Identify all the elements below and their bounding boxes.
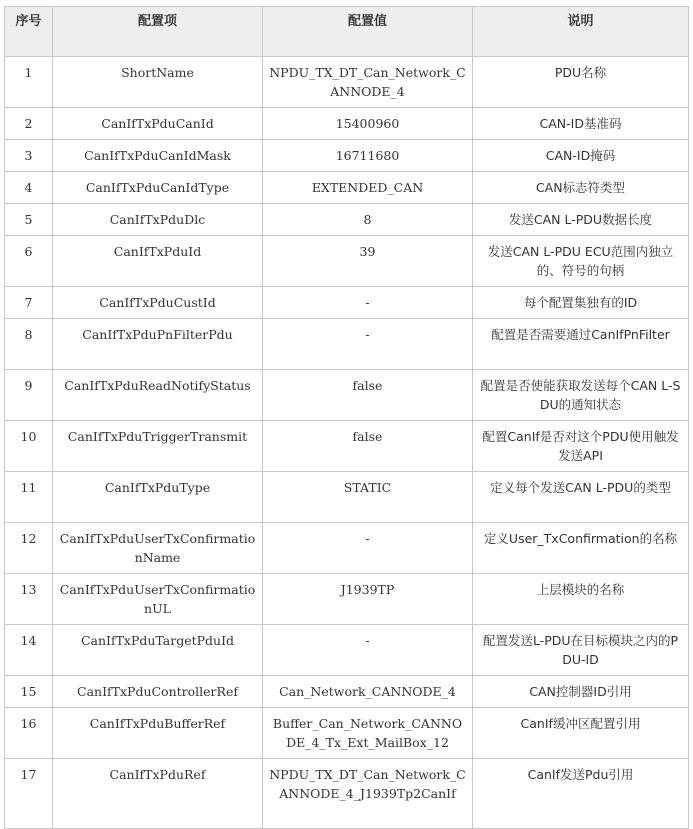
row-no: 14 bbox=[5, 625, 53, 676]
row-desc: 配置CanIf是否对这个PDU使用触发发送API bbox=[473, 421, 689, 472]
table-row bbox=[5, 287, 689, 319]
row-item: ShortName bbox=[53, 57, 263, 108]
table-row bbox=[5, 625, 689, 676]
row-no: 6 bbox=[5, 236, 53, 287]
row-desc: CanIf缓冲区配置引用 bbox=[473, 708, 689, 759]
header-value: 配置值 bbox=[263, 7, 473, 57]
table-row bbox=[5, 57, 689, 108]
row-item: CanIfTxPduCanIdMask bbox=[53, 140, 263, 172]
row-item: CanIfTxPduTriggerTransmit bbox=[53, 421, 263, 472]
row-item: CanIfTxPduCanId bbox=[53, 108, 263, 140]
row-desc: 配置是否需要通过CanIfPnFilter bbox=[473, 319, 689, 370]
row-no: 2 bbox=[5, 108, 53, 140]
row-no: 15 bbox=[5, 676, 53, 708]
row-item: CanIfTxPduControllerRef bbox=[53, 676, 263, 708]
row-item: CanIfTxPduDlc bbox=[53, 204, 263, 236]
row-desc: 上层模块的名称 bbox=[473, 574, 689, 625]
table-row bbox=[5, 759, 689, 829]
row-item: CanIfTxPduType bbox=[53, 472, 263, 523]
row-desc: PDU名称 bbox=[473, 57, 689, 108]
row-value: 8 bbox=[263, 204, 473, 236]
header-desc: 说明 bbox=[473, 7, 689, 57]
row-value: false bbox=[263, 421, 473, 472]
table-row bbox=[5, 708, 689, 759]
row-desc: 配置是否使能获取发送每个CAN L-SDU的通知状态 bbox=[473, 370, 689, 421]
row-item: CanIfTxPduReadNotifyStatus bbox=[53, 370, 263, 421]
row-desc: CAN控制器ID引用 bbox=[473, 676, 689, 708]
table-row bbox=[5, 370, 689, 421]
table-row bbox=[5, 574, 689, 625]
row-item: CanIfTxPduCanIdType bbox=[53, 172, 263, 204]
row-item: CanIfTxPduTargetPduId bbox=[53, 625, 263, 676]
table-header-row bbox=[5, 7, 689, 57]
row-no: 8 bbox=[5, 319, 53, 370]
row-item: CanIfTxPduRef bbox=[53, 759, 263, 829]
row-desc: 定义User_TxConfirmation的名称 bbox=[473, 523, 689, 574]
row-no: 5 bbox=[5, 204, 53, 236]
row-item: CanIfTxPduUserTxConfirmationName bbox=[53, 523, 263, 574]
row-desc: CAN-ID掩码 bbox=[473, 140, 689, 172]
row-desc: CAN标志符类型 bbox=[473, 172, 689, 204]
table-row bbox=[5, 172, 689, 204]
row-no: 16 bbox=[5, 708, 53, 759]
row-value: Can_Network_CANNODE_4 bbox=[263, 676, 473, 708]
row-no: 17 bbox=[5, 759, 53, 829]
row-value: NPDU_TX_DT_Can_Network_CANNODE_4_J1939Tp2CanIf bbox=[263, 759, 473, 829]
header-item: 配置项 bbox=[53, 7, 263, 57]
row-desc: 配置发送L-PDU在目标模块之内的PDU-ID bbox=[473, 625, 689, 676]
row-desc: 每个配置集独有的ID bbox=[473, 287, 689, 319]
row-no: 1 bbox=[5, 57, 53, 108]
row-value: STATIC bbox=[263, 472, 473, 523]
row-value: - bbox=[263, 319, 473, 370]
row-value: J1939TP bbox=[263, 574, 473, 625]
row-desc: 发送CAN L-PDU数据长度 bbox=[473, 204, 689, 236]
table-row bbox=[5, 140, 689, 172]
row-value: - bbox=[263, 625, 473, 676]
row-desc: 发送CAN L-PDU ECU范围内独立的、符号的句柄 bbox=[473, 236, 689, 287]
row-no: 3 bbox=[5, 140, 53, 172]
table-row bbox=[5, 523, 689, 574]
table-row bbox=[5, 236, 689, 287]
row-item: CanIfTxPduId bbox=[53, 236, 263, 287]
table-row bbox=[5, 319, 689, 370]
row-value: - bbox=[263, 287, 473, 319]
row-value: - bbox=[263, 523, 473, 574]
row-no: 13 bbox=[5, 574, 53, 625]
table-row bbox=[5, 472, 689, 523]
table-row bbox=[5, 676, 689, 708]
row-value: 16711680 bbox=[263, 140, 473, 172]
row-no: 11 bbox=[5, 472, 53, 523]
table-row bbox=[5, 204, 689, 236]
row-desc: CanIf发送Pdu引用 bbox=[473, 759, 689, 829]
config-table bbox=[4, 6, 689, 829]
row-value: 15400960 bbox=[263, 108, 473, 140]
row-value: Buffer_Can_Network_CANNODE_4_Tx_Ext_MailBox_12 bbox=[263, 708, 473, 759]
row-desc: CAN-ID基准码 bbox=[473, 108, 689, 140]
row-value: NPDU_TX_DT_Can_Network_CANNODE_4 bbox=[263, 57, 473, 108]
row-no: 7 bbox=[5, 287, 53, 319]
row-no: 9 bbox=[5, 370, 53, 421]
row-no: 12 bbox=[5, 523, 53, 574]
row-item: CanIfTxPduCustId bbox=[53, 287, 263, 319]
table-row bbox=[5, 421, 689, 472]
row-desc: 定义每个发送CAN L-PDU的类型 bbox=[473, 472, 689, 523]
table-row bbox=[5, 108, 689, 140]
row-value: 39 bbox=[263, 236, 473, 287]
row-item: CanIfTxPduUserTxConfirmationUL bbox=[53, 574, 263, 625]
row-item: CanIfTxPduPnFilterPdu bbox=[53, 319, 263, 370]
header-no: 序号 bbox=[5, 7, 53, 57]
row-no: 4 bbox=[5, 172, 53, 204]
row-item: CanIfTxPduBufferRef bbox=[53, 708, 263, 759]
row-value: EXTENDED_CAN bbox=[263, 172, 473, 204]
row-value: false bbox=[263, 370, 473, 421]
row-no: 10 bbox=[5, 421, 53, 472]
